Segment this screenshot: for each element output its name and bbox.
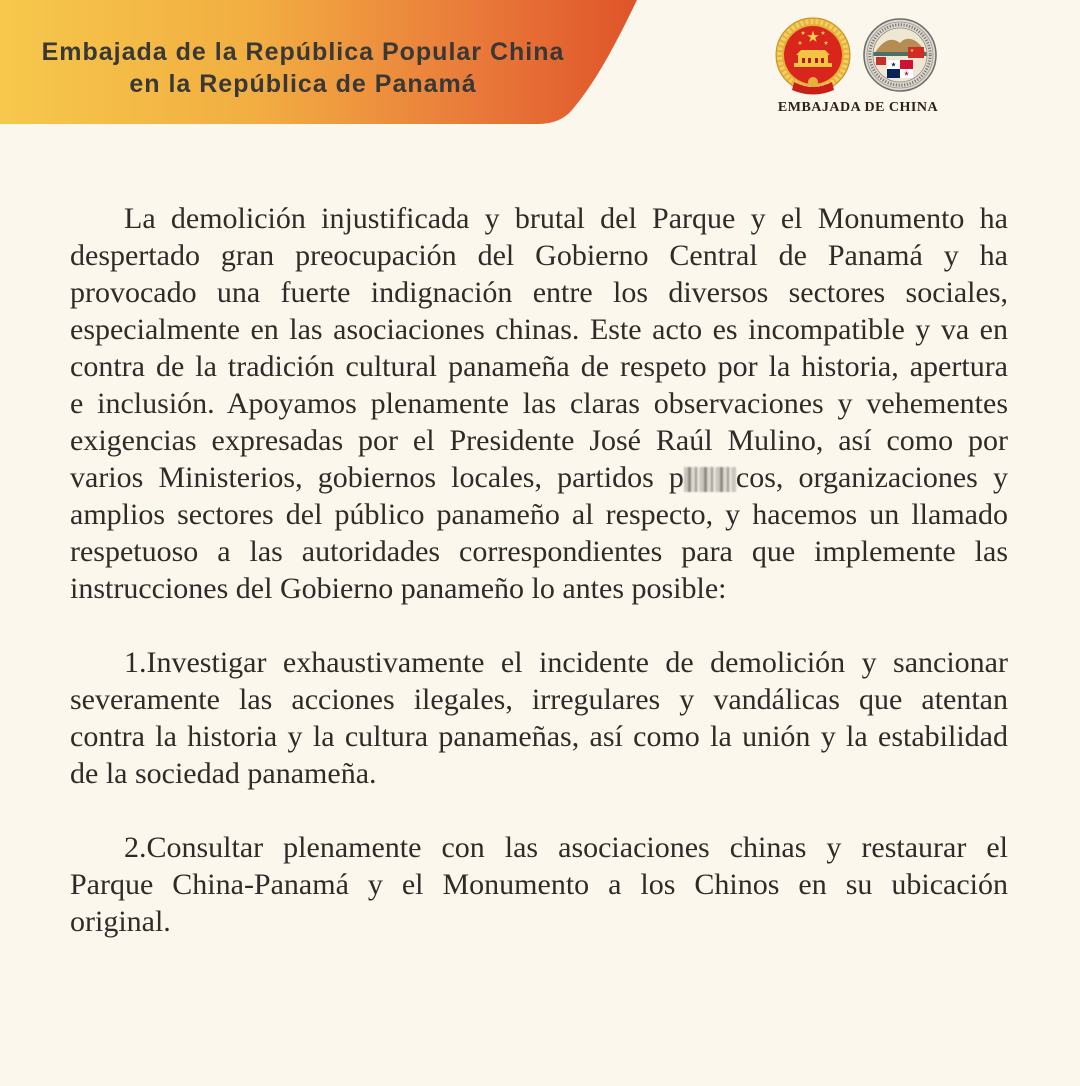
para1-line-10: respetuoso a las autoridades correspondientes para que implemente las	[70, 535, 1008, 568]
embassy-title-line-1: Embajada de la República Popular China	[41, 38, 565, 66]
embassy-title-line-2: en la República de Panamá	[129, 70, 477, 98]
para2-line-2: severamente las acciones ilegales, irregulares y vandálicas que atentan	[70, 683, 1008, 716]
para2-line-4: de la sociedad panameña.	[70, 757, 377, 790]
para3-line-3: original.	[70, 905, 171, 938]
paragraph-1	[70, 200, 1008, 607]
para3-line-1: 2.Consultar plenamente con las asociaciones chinas y restaurar el	[124, 831, 1008, 864]
para2-line-1: 1.Investigar exhaustivamente el incidente de demolición y sancionar	[124, 646, 1008, 679]
statement-body	[70, 200, 1008, 977]
china-national-emblem-icon	[776, 18, 850, 95]
para1-line-4: especialmente en las asociaciones chinas. Este acto es incompatible y va en	[70, 313, 1008, 346]
embassy-title	[38, 36, 568, 100]
redacted-text	[684, 467, 736, 492]
paragraph-3	[70, 829, 1008, 940]
para1-line-8-after-redaction: cos, organizaciones y	[735, 461, 1008, 494]
para1-line-1: La demolición injustificada y brutal del Parque y el Monumento ha	[124, 202, 1008, 235]
para1-line-7: exigencias expresadas por el Presidente José Raúl Mulino, así como por	[70, 424, 1008, 457]
para3-line-2: Parque China-Panamá y el Monumento a los Chinos en su ubicación	[70, 868, 1008, 901]
para1-line-11: instrucciones del Gobierno panameño lo antes posible:	[70, 572, 727, 605]
para1-line-9: amplios sectores del público panameño al respecto, y hacemos un llamado	[70, 498, 1008, 531]
para1-line-8	[70, 459, 1008, 496]
logo-caption: EMBAJADA DE CHINA	[777, 100, 939, 115]
para1-line-8-before-redaction: varios Ministerios, gobiernos locales, partidos p	[70, 461, 684, 494]
para1-line-3: provocado una fuerte indignación entre los diversos sectores sociales,	[70, 276, 1008, 309]
embassy-seal-icon	[864, 19, 936, 91]
para1-line-6: e inclusión. Apoyamos plenamente las claras observaciones y vehementes	[70, 387, 1008, 420]
para2-line-3: contra la historia y la cultura panameñas, así como la unión y la estabilidad	[70, 720, 1008, 753]
logos	[770, 10, 950, 102]
para1-line-5: contra de la tradición cultural panameña de respeto por la historia, apertura	[70, 350, 1008, 383]
para1-line-2: despertado gran preocupación del Gobierno Central de Panamá y ha	[70, 239, 1008, 272]
paragraph-2	[70, 644, 1008, 792]
